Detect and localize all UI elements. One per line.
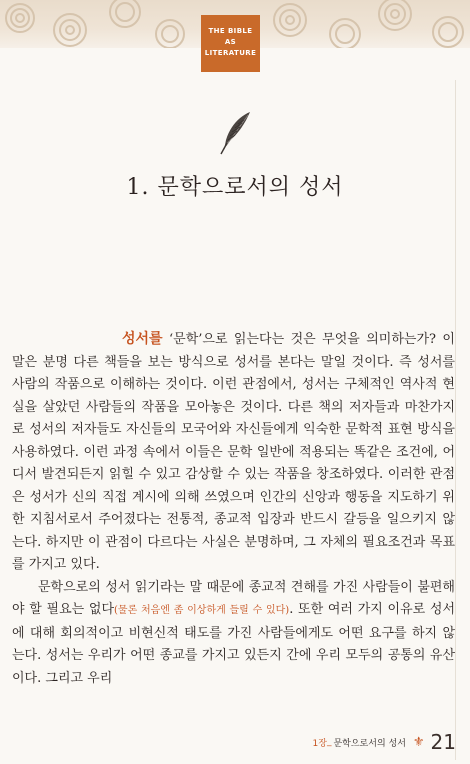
fleur-de-lis-icon: ⚜ — [412, 734, 425, 750]
series-badge-line3: LITERATURE — [204, 49, 257, 57]
paragraph-2 — [12, 577, 455, 691]
series-badge-line2: AS — [224, 38, 237, 46]
paragraph-2-after: . 또한 여러 가지 이유로 성서에 대해 회의적이고 비현신적 태도를 가진 사람들에게도 어떤 요구를 하지 않는다. 성서는 우리가 어떤 종교를 가지고 있든지 간에 우리 모두의 공통의 유산이다. 그리고 우리 — [12, 602, 455, 686]
page-number: 21 — [430, 730, 456, 754]
body-text — [12, 328, 455, 690]
footer-separator: _ — [326, 737, 332, 747]
paragraph-1 — [12, 328, 455, 577]
quill-feather-icon — [218, 110, 254, 160]
chapter-title: 1. 문학으로서의 성서 — [126, 175, 344, 200]
paragraph-2-aside: (물론 처음엔 좀 이상하게 들릴 수 있다) — [114, 605, 290, 616]
series-badge-line1: THE BIBLE — [208, 27, 253, 35]
series-badge — [201, 15, 260, 72]
paragraph-2-before: 문학으로의 성서 읽기라는 말 때문에 종교적 견해를 가진 사람들이 불편해야 할 필요는 없다 — [12, 579, 455, 617]
page-footer — [313, 730, 456, 754]
lead-word: 성서를 — [122, 331, 163, 347]
footer-title: 문학으로서의 성서 — [333, 738, 406, 749]
paragraph-1-text: ‘문학’으로 읽는다는 것은 무엇을 의미하는가? 이 말은 분명 다른 책들을 보는 방식으로 성서를 본다는 말일 것이다. 즉 성서를 사람의 작품으로 이해하는 것이다. 이런 관점에서, 성서는 구체적인 역사적 현실을 살았던 사람들의 작품을 모아놓은 것이다. 다른 책의 저자들과 마찬가지로 성서의 저자들도 자신들의 모국어와 자신들에게 익숙한 문학적 표현 방식을 사용하였다. 이런 과정 속에서 이들은 문학 일반에 적용되는 똑같은 조건에, 어디서 발견되든지 읽힐 수 있고 감상할 수 있는 작품을 창조하였다. 이러한 관점은 성서가 신의 직접 계시에 의해 쓰였으며 인간의 신앙과 행동을 지도하기 위한 지침서로서 주어졌다는 전통적, 종교적 입장과 반드시 갈등을 일으키지 않는다. 하지만 이 관점이 다르다는 사실은 분명하며, 그 자체의 필요조건과 목표를 가지고 있다. — [12, 332, 455, 572]
footer-chapter: 1장 — [312, 738, 327, 749]
